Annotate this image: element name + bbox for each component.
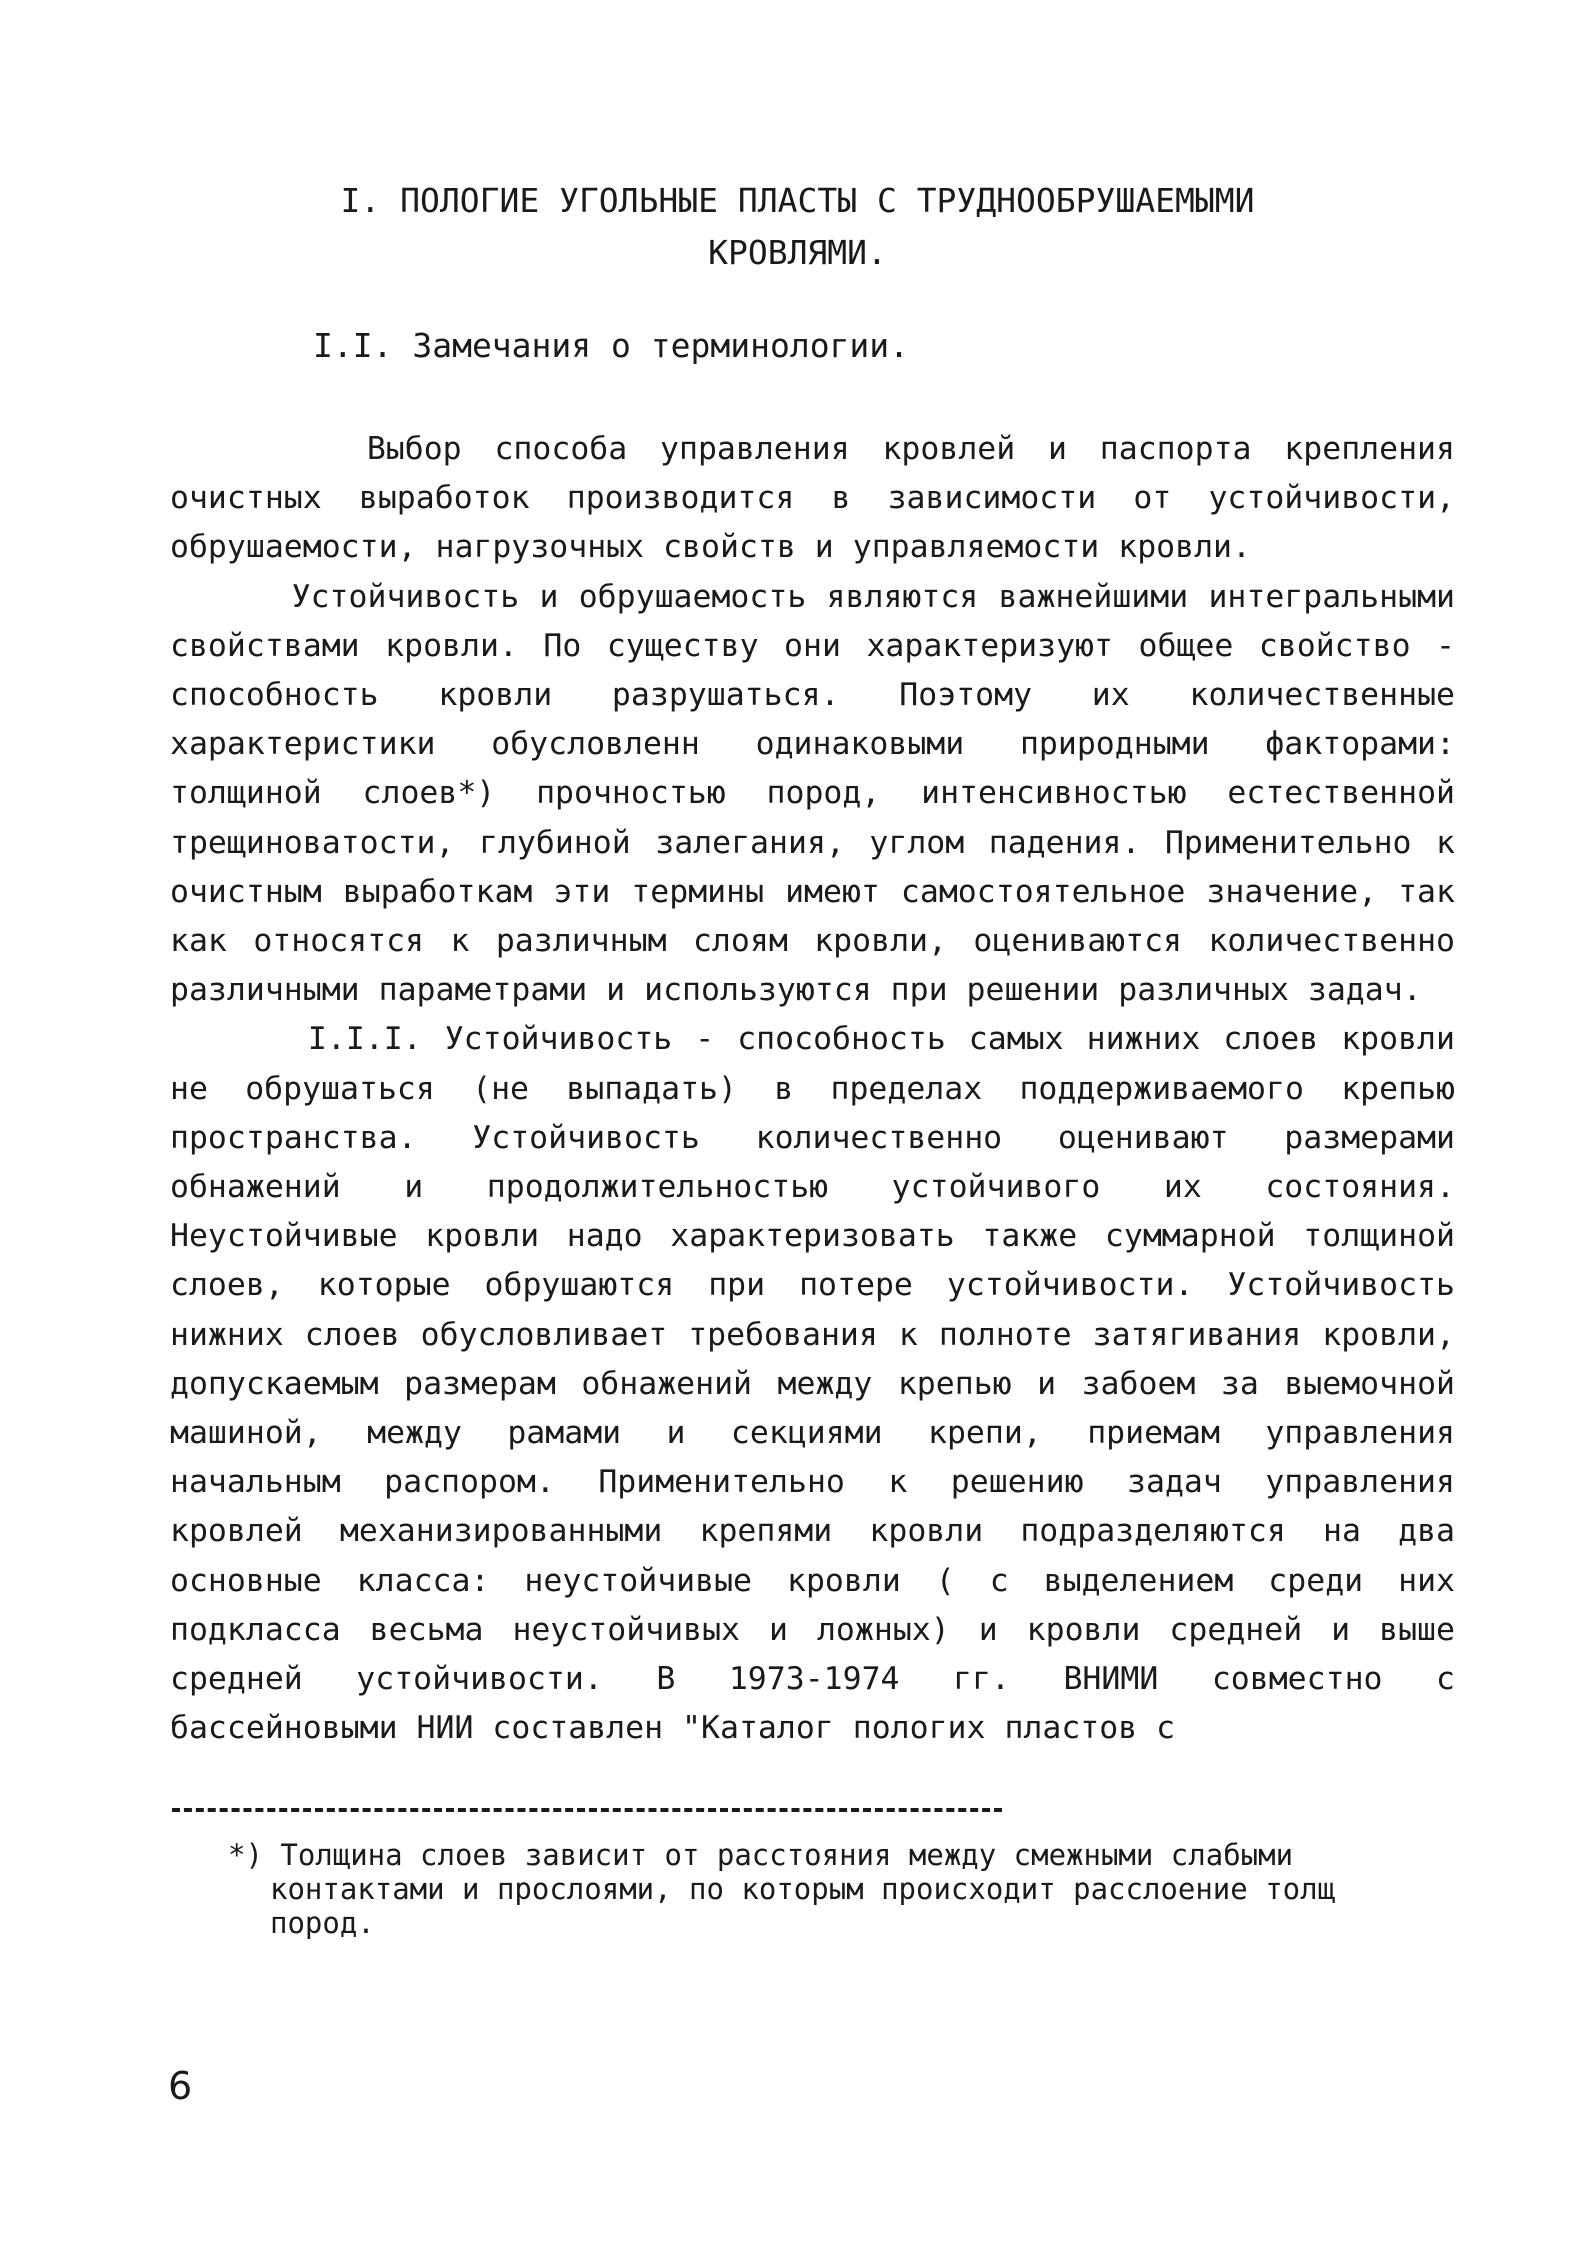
chapter-title-line-2: КРОВЛЯМИ.	[708, 233, 887, 272]
paragraph-1: Выбор способа управления кровлей и паспорта крепления очистных выработок производится в зависимости от устойчивости, обрушаемости, нагрузочных свойств и управляемости кровли.	[170, 431, 1474, 566]
footnote-separator	[172, 1808, 1002, 1812]
paragraph-2: Устойчивость и обрушаемость являются важнейшими интегральными свойствами кровли. По существу они характеризуют общее свойство - способность кровли разрушаться. Поэтому их количественные характеристики обусловленн одинаковыми природными факторами: толщиной слоев*) прочностью пород, интенсивностью естественной трещиноватости, глубиной залегания, углом падения. Применительно к очистным выработкам эти термины имеют самостоятельное значение, так как относятся к различным слоям кровли, оцениваются количественно различными параметрами и используются при решении различных задач.	[170, 578, 1474, 1009]
chapter-title	[200, 175, 1395, 279]
body-text	[170, 425, 1474, 1753]
paragraph-3: I.I.I. Устойчивость - способность самых нижних слоев кровли не обрушаться (не выпадать) в пределах поддерживаемого крепью пространства. Устойчивость количественно оценивают размерами обнажений и продолжительностью устойчивого их состояния. Неустойчивые кровли надо характеризовать также суммарной толщиной слоев, которые обрушаются при потере устойчивости. Устойчивость нижних слоев обусловливает требования к полноте затягивания кровли, допускаемым размерам обнажений между крепью и забоем за выемочной машиной, между рамами и секциями крепи, приемам управления начальным распором. Применительно к решению задач управления кровлей механизированными крепями кровли подразделяются на два основные класса: неустойчивые кровли ( с выделением среди них подкласса весьма неустойчивых и ложных) и кровли средней и выше средней устойчивости. В 1973-1974 гг. ВНИМИ совместно с бассейновыми НИИ составлен "Каталог пологих пластов с	[170, 1021, 1474, 1747]
chapter-title-line-1: I. ПОЛОГИЕ УГОЛЬНЫЕ ПЛАСТЫ С ТРУДНООБРУШАЕМЫМИ	[340, 181, 1255, 220]
footnote-text: *) Толщина слоев зависит от расстояния между смежными слабыми контактами и прослоями, по которым происходит расслоение толщ пород.	[228, 1838, 1336, 1940]
footnote	[228, 1838, 1418, 1940]
section-title: I.I. Замечания о терминологии.	[313, 326, 910, 365]
page-number: 6	[168, 2064, 193, 2108]
